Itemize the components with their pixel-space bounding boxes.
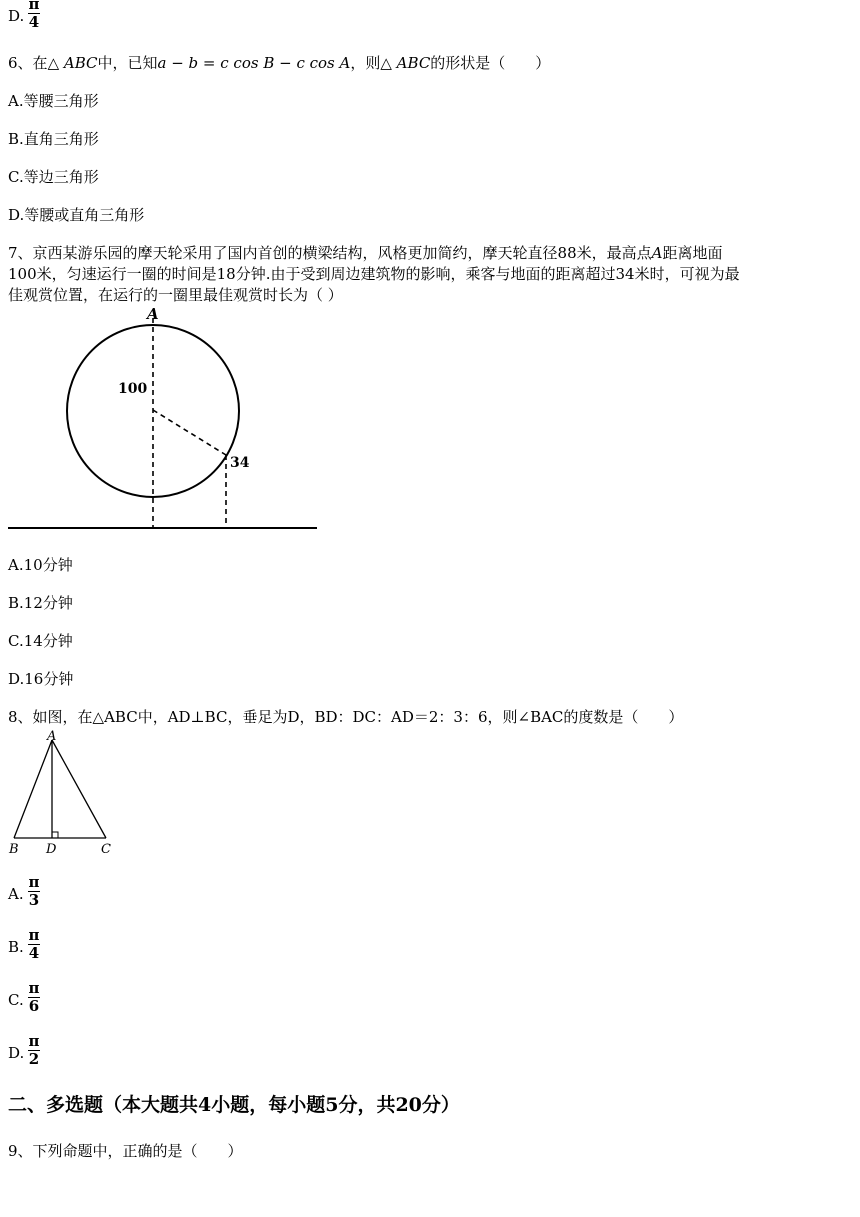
q7-option-a: A.10分钟 (8, 556, 73, 574)
vertex-a: A (47, 729, 57, 744)
question-8: 8、如图，在△ABC中，AD⊥BC，垂足为D，BD：DC：AD＝2：3：6，则∠BAC的度数是（ ） (8, 708, 684, 726)
q6-option-c: C.等边三角形 (8, 168, 99, 186)
label-34: 34 (230, 455, 250, 471)
fraction-pi-over-4: π 4 (28, 0, 40, 31)
q8-option-c-fraction: π 6 (28, 979, 40, 1015)
q6-option-a: A.等腰三角形 (8, 92, 99, 110)
vertex-c: C (101, 842, 111, 857)
q8-option-d-label: D. (8, 1044, 25, 1062)
q7-option-c: C.14分钟 (8, 632, 73, 650)
q8-option-c-label: C. (8, 991, 24, 1009)
question-7-line-2: 100米，匀速运行一圈的时间是18分钟.由于受到周边建筑物的影响，乘客与地面的距离超过34米时，可视为最 (8, 265, 740, 283)
label-100: 100 (118, 381, 148, 397)
q7-option-d: D.16分钟 (8, 670, 74, 688)
question-7-line-1: 7、京西某游乐园的摩天轮采用了国内首创的横梁结构，风格更加简约，摩天轮直径88米，最高点A距离地面 (8, 244, 723, 262)
vertex-b: B (9, 842, 19, 857)
q6-option-d: D.等腰或直角三角形 (8, 206, 145, 224)
option-label: D. (8, 7, 25, 25)
q8-option-b-fraction: π 4 (28, 926, 40, 962)
section-heading: 二、多选题（本大题共4小题，每小题5分，共20分） (8, 1094, 460, 1116)
question-7-line-3: 佳观赏位置，在运行的一圈里最佳观赏时长为（ ） (8, 286, 343, 304)
ferris-wheel-figure (0, 300, 330, 540)
q6-option-b: B.直角三角形 (8, 130, 99, 148)
q7-option-b: B.12分钟 (8, 594, 73, 612)
q8-option-a-label: A. (8, 885, 24, 903)
label-a: A (147, 305, 159, 323)
question-6: 6、在△ ABC中，已知a − b = c cos B − c cos A，则△ ABC的形状是（ ） (8, 54, 551, 72)
vertex-d: D (46, 842, 57, 857)
triangle-figure (0, 728, 120, 858)
q8-option-a-fraction: π 3 (28, 873, 40, 909)
question-9: 9、下列命题中，正确的是（ ） (8, 1142, 243, 1160)
q8-option-b-label: B. (8, 938, 24, 956)
q8-option-d-fraction: π 2 (28, 1032, 40, 1068)
